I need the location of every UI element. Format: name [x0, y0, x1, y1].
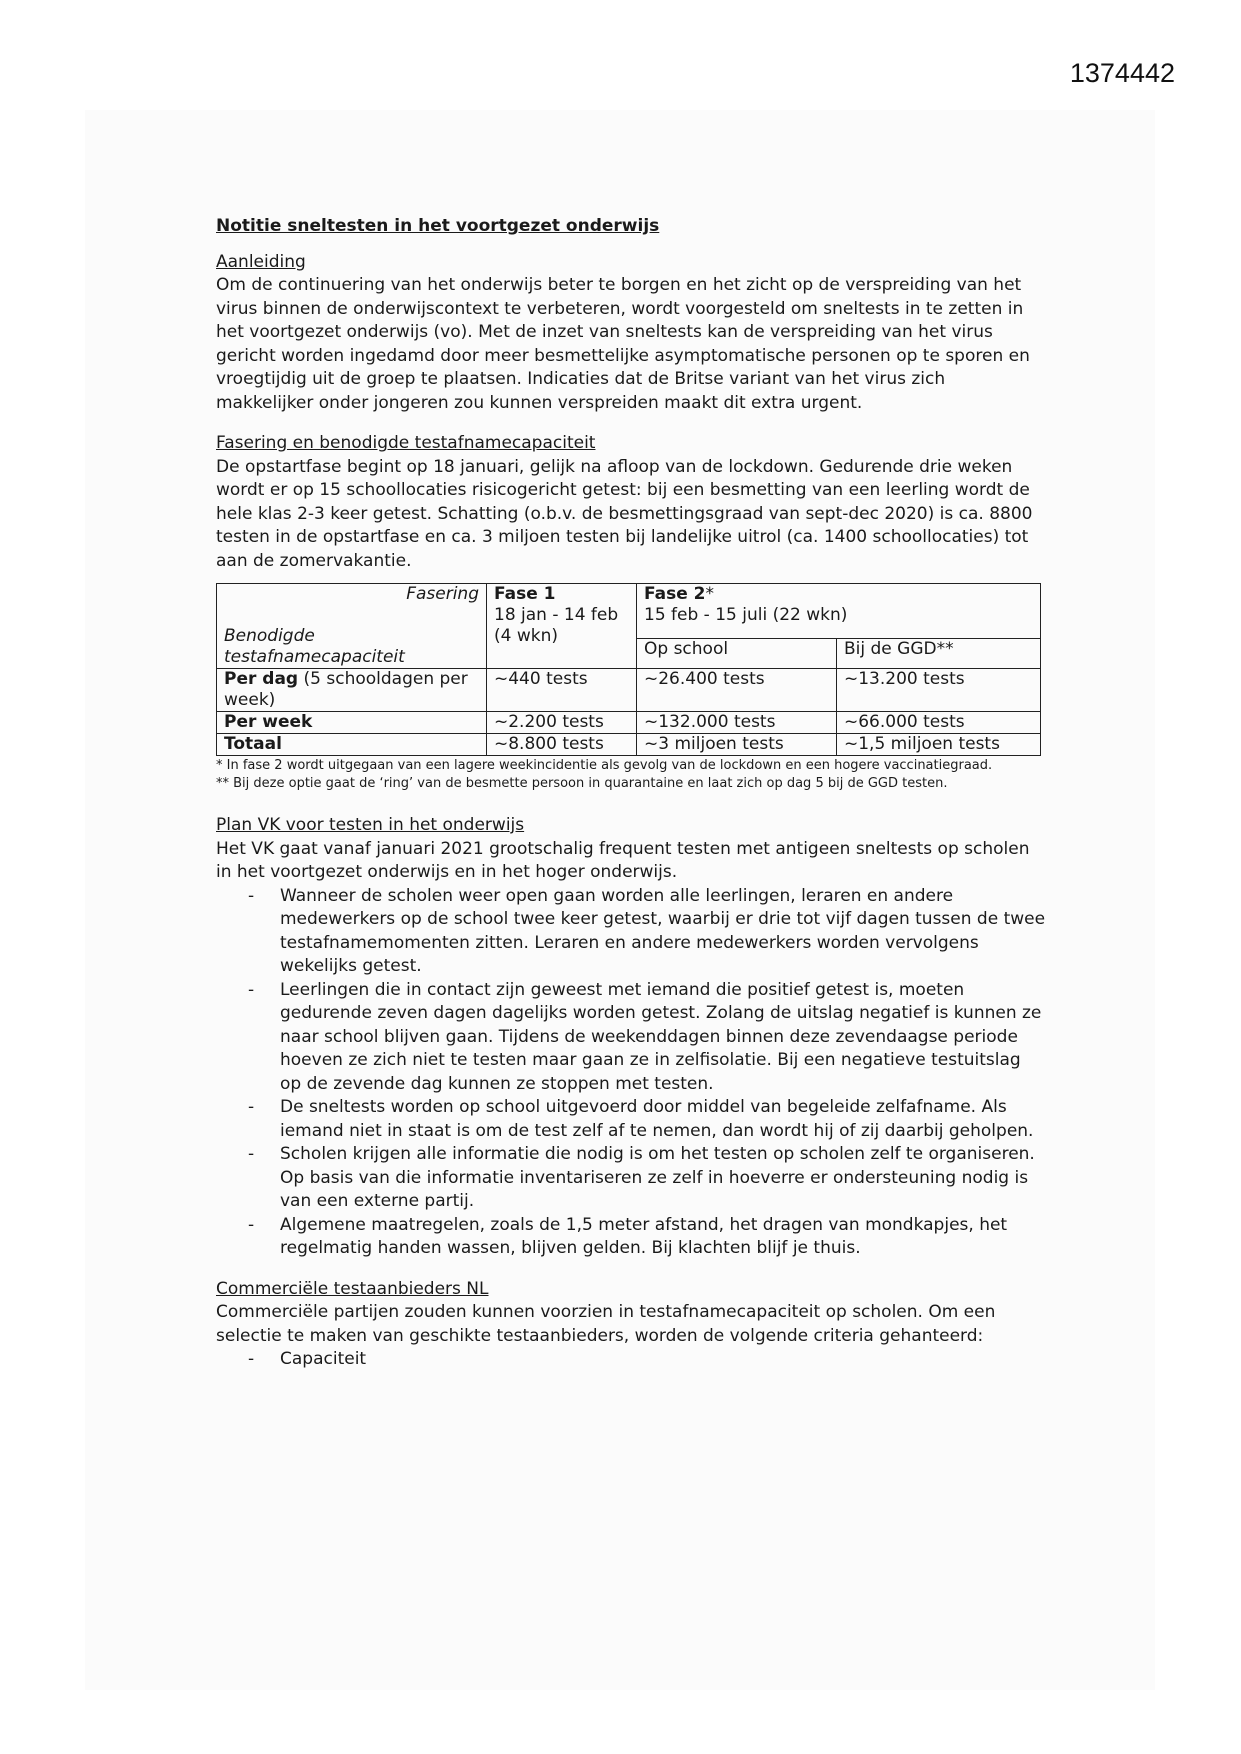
document-body: [216, 215, 1046, 1389]
footnote: ** Bij deze optie gaat de ‘ring’ van de besmette persoon in quarantaine en laat zich op dag 5 bij de GGD testen.: [216, 776, 948, 791]
list-item-text: Scholen krijgen alle informatie die nodig is om het testen op scholen zelf te organiseren. Op basis van die informatie inventariseren ze zelf in hoeverre er ondersteuning nodig is van een externe partij.: [280, 1144, 1035, 1211]
cell-fase1: ~8.800 tests: [487, 734, 637, 756]
cell-school: ~132.000 tests: [637, 712, 837, 734]
sub-ggd: Bij de GGD**: [837, 639, 1041, 669]
list-item: [216, 885, 1046, 979]
dash-bullet: -: [248, 885, 255, 906]
cell-ggd: ~13.200 tests: [837, 669, 1041, 712]
table-row: [217, 734, 1041, 756]
list-item: [216, 979, 1046, 1097]
section-body: Om de continuering van het onderwijs beter te borgen en het zicht op de verspreiding van het virus binnen de onderwijscontext te verbeteren, wordt voorgesteld om sneltests in te zetten in het voortgezet onderwijs (vo). Met de inzet van sneltests kan de verspreiding van het virus gericht worden ingedamd door meer besmettelijke asymptomatische personen op te sporen en vroegtijdig uit de groep te plaatsen. Indicaties dat de Britse variant van het virus zich makkelijker onder jongeren zou kunnen verspreiden maakt dit extra urgent.: [216, 275, 1030, 413]
row-label: [217, 712, 487, 734]
list-item-text: Leerlingen die in contact zijn geweest met iemand die positief getest is, moeten gedurende zeven dagen dagelijks worden getest. Zolang de uitslag negatief is kunnen ze naar school blijven gaan. Tijdens de weekenddagen binnen deze zevendaagse periode hoeven ze zich niet te testen maar gaan ze in zelfisolatie. Bij een negatieve testuitslag op de zevende dag kunnen ze stoppen met testen.: [280, 979, 1042, 1094]
bullet-list: [216, 885, 1046, 1261]
cell-school: ~3 miljoen tests: [637, 734, 837, 756]
dash-bullet: -: [248, 1097, 255, 1117]
list-item: [216, 1143, 1046, 1214]
fase1-label: Fase 1: [494, 584, 556, 604]
section-heading: Fasering en benodigde testafnamecapaciteit: [216, 433, 596, 453]
fase2-label: Fase 2: [644, 584, 706, 604]
table-row: [217, 669, 1041, 712]
list-item: [216, 1214, 1046, 1261]
dash-bullet: -: [248, 979, 255, 1000]
list-item-text: Wanneer de scholen weer open gaan worden alle leerlingen, leraren en andere medewerkers op de school twee keer getest, waarbij er drie tot vijf dagen tussen de twee testafnamemomenten zitten. Leraren en andere medewerkers worden vervolgens wekelijks getest.: [280, 885, 1046, 976]
section-body: Commerciële partijen zouden kunnen voorzien in testafnamecapaciteit op scholen. Om een selectie te maken van geschikte testaanbieders, worden de volgende criteria gehanteerd:: [216, 1302, 996, 1346]
sub-school: Op school: [637, 639, 837, 669]
section-plan-vk: [216, 814, 1046, 1261]
header-fasering: Fasering: [406, 584, 479, 604]
dash-bullet: -: [248, 1349, 255, 1369]
fase2-period: 15 feb - 15 juli (22 wkn): [644, 605, 848, 625]
section-heading: Plan VK voor testen in het onderwijs: [216, 815, 525, 835]
bullet-list: [216, 1348, 1046, 1372]
footnote: * In fase 2 wordt uitgegaan van een lagere weekincidentie als gevolg van de lockdown en een hogere vaccinatiegraad.: [216, 758, 993, 773]
list-item-text: De sneltests worden op school uitgevoerd door middel van begeleide zelfafname. Als iemand niet in staat is om de test zelf af te nemen, dan wordt hij of zij daarbij geholpen.: [280, 1097, 1034, 1141]
list-item-text: Capaciteit: [280, 1349, 367, 1369]
table-header-row: [217, 584, 1041, 639]
fase1-header-cell: [487, 584, 637, 669]
cell-ggd: ~1,5 miljoen tests: [837, 734, 1041, 756]
cell-ggd: ~66.000 tests: [837, 712, 1041, 734]
table-row: [217, 712, 1041, 734]
header-capacity: Benodigde testafnamecapaciteit: [224, 626, 405, 667]
table-footnotes: [216, 757, 1046, 793]
row-label-rest: (5 schooldagen per week): [224, 669, 468, 710]
row-label-bold: Totaal: [224, 734, 282, 754]
list-item: [216, 1096, 1046, 1143]
dash-bullet: -: [248, 1214, 255, 1235]
cell-fase1: ~2.200 tests: [487, 712, 637, 734]
row-label-bold: Per week: [224, 712, 313, 732]
section-body: De opstartfase begint op 18 januari, gelijk na afloop van de lockdown. Gedurende drie weken wordt er op 15 schoollocaties risicogericht getest: bij een besmetting van een leerling wordt de hele klas 2-3 keer getest. Schatting (o.b.v. de besmettingsgraad van sept-dec 2020) is ca. 8800 testen in de opstartfase en ca. 3 miljoen testen bij landelijke uitrol (ca. 1400 schoollocaties) tot aan de zomervakantie.: [216, 456, 1033, 571]
section-fasering: [216, 432, 1046, 573]
cell-fase1: ~440 tests: [487, 669, 637, 712]
list-item-text: Algemene maatregelen, zoals de 1,5 meter afstand, het dragen van mondkapjes, het regelmatig handen wassen, blijven gelden. Bij klachten blijf je thuis.: [280, 1214, 1008, 1258]
section-commercieel: [216, 1278, 1046, 1372]
document-title: Notitie sneltesten in het voortgezet onderwijs: [216, 216, 660, 236]
dash-bullet: -: [248, 1144, 255, 1164]
row-label: [217, 734, 487, 756]
row-label: [217, 669, 487, 712]
section-intro: Het VK gaat vanaf januari 2021 grootschalig frequent testen met antigeen sneltests op scholen in het voortgezet onderwijs en in het hoger onderwijs.: [216, 838, 1030, 882]
list-item: [216, 1348, 1046, 1372]
section-heading: Aanleiding: [216, 251, 306, 272]
section-aanleiding: [216, 251, 1046, 416]
cell-school: ~26.400 tests: [637, 669, 837, 712]
fase2-footnote-mark: *: [705, 584, 714, 604]
table-corner-cell: [217, 584, 487, 669]
fase2-header-cell: [637, 584, 1041, 639]
fase1-period: 18 jan - 14 feb (4 wkn): [494, 605, 619, 646]
row-label-bold: Per dag: [224, 669, 299, 689]
section-heading: Commerciële testaanbieders NL: [216, 1278, 489, 1299]
document-id: 1374442: [1069, 58, 1175, 88]
capacity-table: [216, 583, 1041, 756]
